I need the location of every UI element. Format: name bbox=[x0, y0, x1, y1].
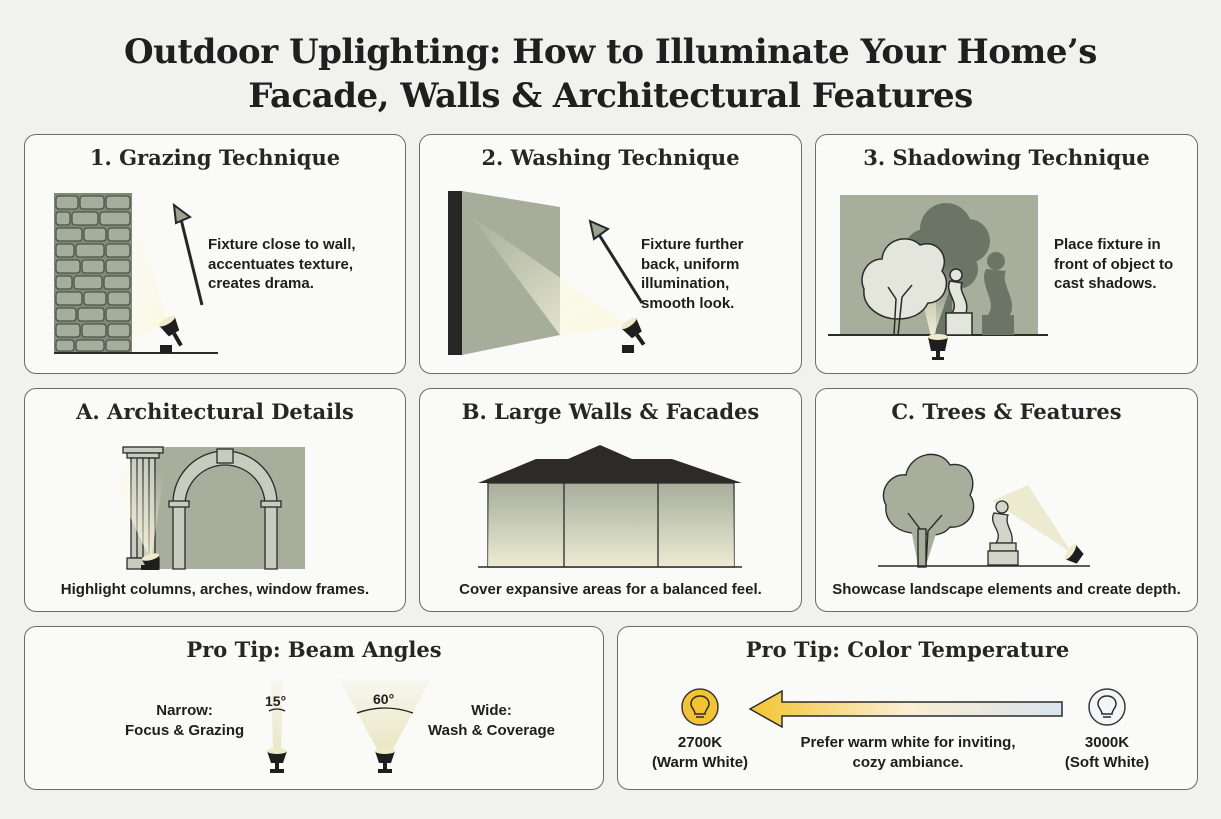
up-arrow-icon bbox=[590, 221, 608, 239]
grazing-description: Fixture close to wall, accentuates texture, creates drama. bbox=[208, 236, 356, 292]
grazing-illustration bbox=[50, 185, 230, 360]
shadowing-illustration bbox=[828, 189, 1048, 364]
large-walls-caption: Cover expansive areas for a balanced feel. bbox=[459, 581, 762, 598]
trees-features-title: C. Trees & Features bbox=[891, 399, 1122, 424]
spotlight-fixture-icon bbox=[620, 316, 650, 350]
color-temperature-card bbox=[617, 626, 1198, 790]
washing-illustration bbox=[440, 185, 650, 360]
architectural-details-caption: Highlight columns, arches, window frames. bbox=[60, 581, 370, 598]
page-title-line-1: Outdoor Uplighting: How to Illuminate Your Home’s bbox=[124, 32, 1097, 72]
large-walls-title: B. Large Walls & Facades bbox=[461, 399, 760, 424]
spotlight-fixture-icon bbox=[267, 748, 287, 773]
beam-angles-title: Pro Tip: Beam Angles bbox=[186, 637, 442, 662]
spotlight-fixture-icon bbox=[928, 334, 948, 360]
house-illustration bbox=[472, 439, 752, 569]
wide-angle-value: 60° bbox=[373, 691, 395, 707]
grazing-card bbox=[24, 134, 406, 374]
grazing-title: 1. Grazing Technique bbox=[89, 145, 341, 170]
beam-angles-card bbox=[24, 626, 604, 790]
narrow-angle-value: 15° bbox=[265, 693, 287, 709]
architectural-details-title: A. Architectural Details bbox=[76, 399, 354, 424]
light-beam bbox=[132, 205, 168, 340]
washing-description: Fixture further back, uniform illumination, smooth look. bbox=[641, 236, 744, 312]
narrow-beam-label: Narrow: Focus & Grazing bbox=[125, 702, 245, 739]
wide-beam-label: Wide: Wash & Coverage bbox=[428, 702, 555, 739]
temperature-arrow bbox=[748, 689, 1066, 729]
narrow-beam-illustration bbox=[259, 677, 295, 777]
left-arrow-icon bbox=[750, 691, 1062, 727]
shadowing-card bbox=[815, 134, 1198, 374]
cool-bulb-icon bbox=[1087, 687, 1127, 727]
trees-illustration bbox=[878, 439, 1098, 574]
washing-title: 2. Washing Technique bbox=[481, 145, 740, 170]
warm-temperature-value: 2700K bbox=[677, 734, 723, 751]
trees-features-caption: Showcase landscape elements and create depth. bbox=[832, 581, 1181, 598]
tree-icon bbox=[883, 454, 973, 567]
color-temperature-note: Prefer warm white for inviting, cozy ambiance. bbox=[800, 734, 1016, 771]
warm-temperature bbox=[640, 733, 760, 773]
warm-bulb-icon bbox=[680, 687, 720, 727]
spotlight-fixture-icon bbox=[375, 748, 395, 773]
up-arrow-icon bbox=[174, 205, 190, 223]
architectural-illustration bbox=[115, 441, 315, 571]
architectural-details-card bbox=[24, 388, 406, 612]
house-roof bbox=[478, 445, 742, 483]
warm-temperature-name: (Warm White) bbox=[651, 754, 749, 771]
color-temperature-title: Pro Tip: Color Temperature bbox=[745, 637, 1070, 662]
shadowing-description: Place fixture in front of object to cast shadows. bbox=[1054, 236, 1174, 292]
cool-temperature-value: 3000K bbox=[1084, 734, 1130, 751]
large-walls-card bbox=[419, 388, 802, 612]
page-title bbox=[0, 30, 1221, 118]
page-title-line-2: Facade, Walls & Architectural Features bbox=[248, 76, 973, 116]
cool-temperature-name: (Soft White) bbox=[1064, 754, 1150, 771]
flat-wall bbox=[448, 191, 462, 355]
washing-card bbox=[419, 134, 802, 374]
cool-temperature bbox=[1047, 733, 1167, 773]
shadowing-title: 3. Shadowing Technique bbox=[863, 145, 1150, 170]
trees-features-card bbox=[815, 388, 1198, 612]
